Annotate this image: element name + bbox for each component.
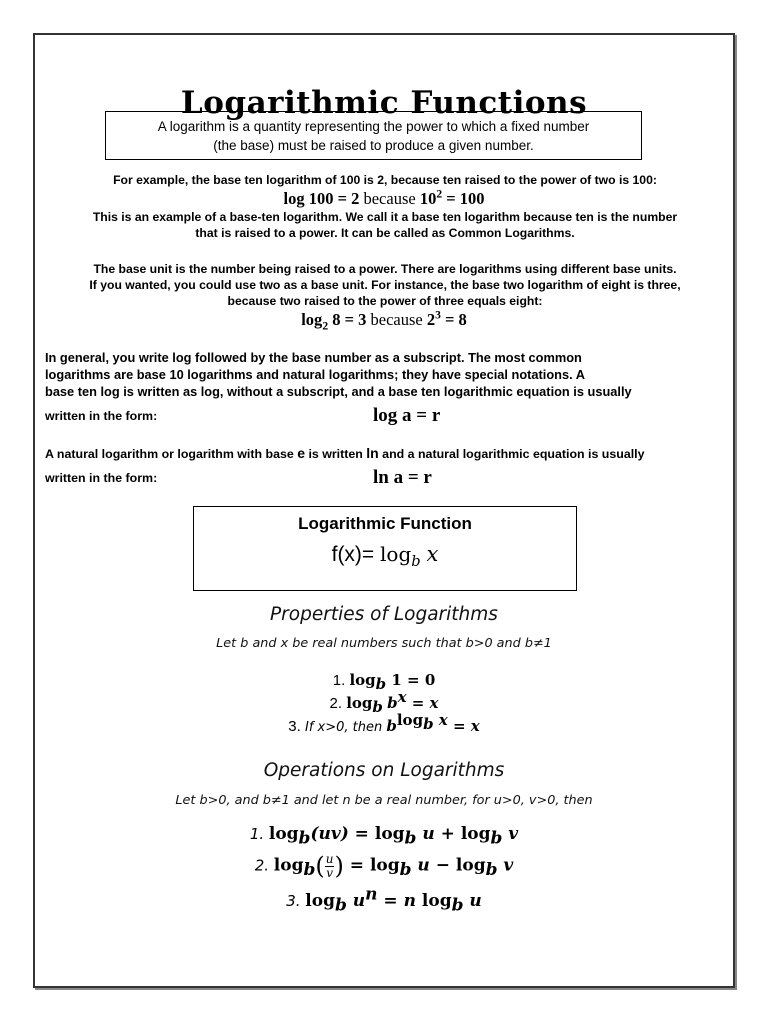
common-log-equation: log a = r — [373, 405, 441, 426]
function-expression: $f(x)= \log_b x$ — [331, 542, 439, 571]
operation-3: 3. $\log_b u^n = n$ $\log_b u$ — [286, 884, 482, 916]
page-title: Logarithmic Functions — [180, 85, 588, 121]
base-unit-line-3: because two raised to the power of three equals eight: — [227, 294, 543, 308]
base-two-equation: $\log_2 8 = 3$ because $2^3 = 8$ — [301, 309, 467, 333]
function-box-title: Logarithmic Function — [298, 514, 472, 533]
property-2: 2. $\log_b b^x = x$ — [329, 688, 439, 716]
definition-box — [105, 111, 642, 160]
natural-form-line: written in the form: ln a = r — [45, 467, 432, 488]
operation-2: 2. $\log_b$( $\frac{u}{v}$ ) = $\log_b u - \log_b v$ — [254, 851, 514, 880]
page-frame — [33, 33, 735, 988]
general-line-2: logarithms are base 10 logarithms and natural logarithms; they have special notations. A — [45, 367, 585, 382]
base-unit-line-2: If you wanted, you could use two as a base unit. For instance, the base two logarithm of eight is three, — [89, 278, 681, 292]
natural-line-1: A natural logarithm or logarithm with base e is written ln and a natural logarithmic equation is usually — [45, 445, 645, 461]
operations-heading: Operations on Logarithms — [263, 760, 505, 781]
base-unit-line-1: The base unit is the number being raised to a power. There are logarithms using different base units. — [93, 262, 677, 276]
logarithmic-function-box — [193, 506, 577, 591]
properties-heading: Properties of Logarithms — [270, 604, 498, 625]
example-line-1: This is an example of a base-ten logarithm. We call it a base ten logarithm because ten is the number — [92, 210, 678, 224]
example-equation: log 100 = 2 because $10^2 = 100$ — [283, 188, 485, 208]
example-line-2: that is raised to a power. It can be called as Common Logarithms. — [195, 226, 575, 240]
property-1: 1. $\log_b 1 = 0$ — [332, 671, 436, 693]
u-over-v-fraction: $\frac{u}{v}$ — [325, 851, 334, 880]
operation-1: 1. $\log_b(uv) = \log_b u + \log_b v$ — [249, 824, 519, 849]
definition-line-2: (the base) must be raised to produce a given number. — [213, 138, 534, 153]
example-intro: For example, the base ten logarithm of 100 is 2, because ten raised to the power of two is 100: — [113, 173, 657, 187]
property-3: 3. If x>0, then $b^{log_b x} = x$ — [288, 711, 480, 735]
natural-log-equation: ln a = r — [373, 467, 432, 488]
general-line-1: In general, you write log followed by the base number as a subscript. The most common — [45, 350, 582, 365]
operations-condition: Let b>0, and b≠1 and let n be a real number, for u>0, v>0, then — [175, 793, 593, 808]
general-line-3: base ten log is written as log, without a subscript, and a base ten logarithmic equation is usually — [45, 384, 632, 399]
definition-line-1: A logarithm is a quantity representing the power to which a fixed number — [157, 119, 590, 134]
properties-condition: Let b and x be real numbers such that b>0 and b≠1 — [216, 636, 552, 651]
general-form-line: written in the form: log a = r — [45, 405, 441, 426]
